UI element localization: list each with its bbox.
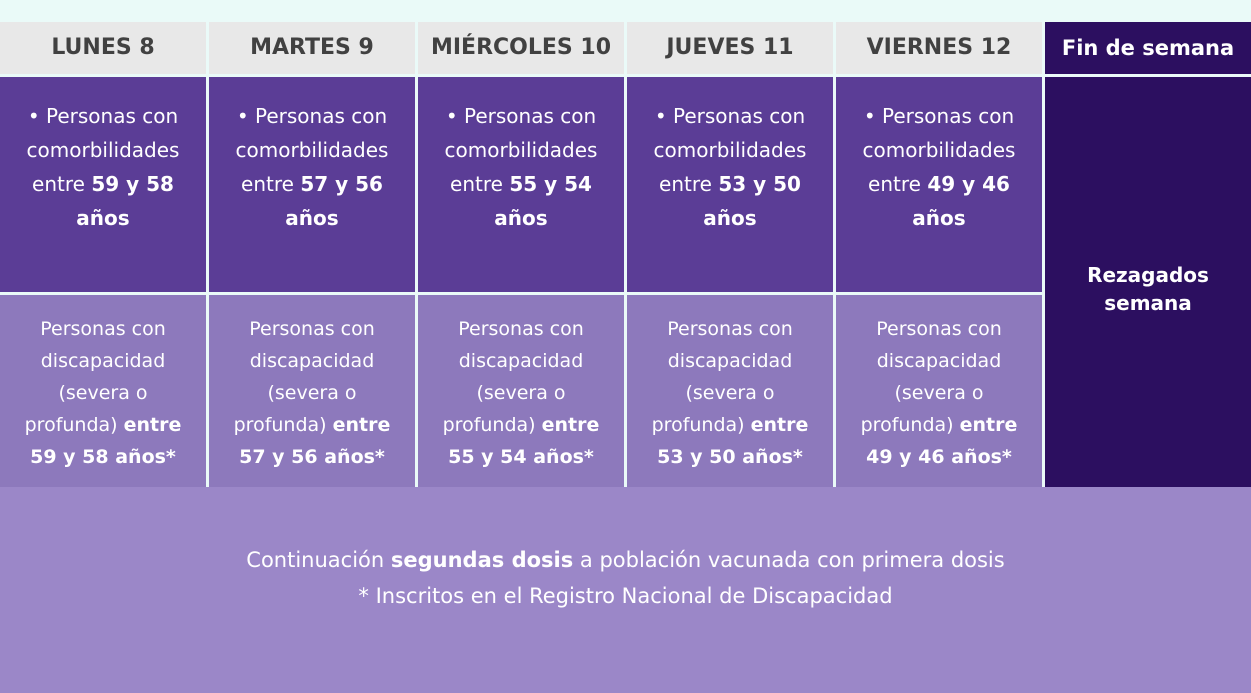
- schedule-table: [0, 22, 1251, 501]
- cell-ages: 53 y 50 años: [703, 172, 801, 230]
- column-header-lunes: [0, 22, 209, 74]
- footer-inner: [0, 487, 1251, 614]
- cell-ages: entre 57 y 56 años*: [239, 414, 391, 468]
- cell-ages: 57 y 56 años: [285, 172, 383, 230]
- cell-discapacidad-miercoles: [418, 292, 627, 501]
- cell-ages: entre 59 y 58 años*: [30, 414, 182, 468]
- cell-text: • Personas con comorbilidades entre: [444, 104, 598, 196]
- column-header-label: LUNES 8: [51, 35, 155, 60]
- footer-notes: [0, 487, 1251, 693]
- cell-ages: entre 55 y 54 años*: [448, 414, 600, 468]
- cell-ages: 55 y 54 años: [494, 172, 592, 230]
- cell-comorbilidades-jueves: [627, 74, 836, 292]
- column-header-label: VIERNES 12: [866, 35, 1012, 60]
- cell-text: • Personas con comorbilidades entre: [862, 104, 1016, 196]
- cell-text: Rezagados semana: [1087, 263, 1209, 315]
- footer-line-1-part1: Continuación: [246, 548, 391, 572]
- cell-text: Personas con discapacidad (severa o profunda): [442, 318, 584, 436]
- column-header-fin-de-semana: [1045, 22, 1251, 74]
- schedule-grid: [0, 22, 1251, 501]
- cell-ages: entre 49 y 46 años*: [866, 414, 1018, 468]
- cell-discapacidad-lunes: [0, 292, 209, 501]
- column-header-label: MARTES 9: [250, 35, 374, 60]
- cell-comorbilidades-lunes: [0, 74, 209, 292]
- column-header-miercoles: [418, 22, 627, 74]
- cell-text: Personas con discapacidad (severa o profunda): [24, 318, 166, 436]
- column-header-viernes: [836, 22, 1045, 74]
- column-header-label: MIÉRCOLES 10: [430, 35, 612, 60]
- cell-text: Personas con discapacidad (severa o profunda): [651, 318, 793, 436]
- column-header-martes: [209, 22, 418, 74]
- cell-comorbilidades-miercoles: [418, 74, 627, 292]
- footer-line-1-bold: segundas dosis: [390, 548, 574, 572]
- cell-discapacidad-viernes: [836, 292, 1045, 501]
- column-header-jueves: [627, 22, 836, 74]
- cell-ages: entre 53 y 50 años*: [657, 414, 809, 468]
- cell-text: • Personas con comorbilidades entre: [26, 104, 180, 196]
- cell-text: • Personas con comorbilidades entre: [235, 104, 389, 196]
- footer-line-1: [0, 542, 1251, 578]
- cell-ages: 59 y 58 años: [76, 172, 174, 230]
- footer-line-1-part2: a población vacunada con primera dosis: [573, 548, 1005, 572]
- column-header-label: Fin de semana: [1061, 36, 1235, 60]
- cell-text: Personas con discapacidad (severa o profunda): [233, 318, 375, 436]
- footer-line-2: * Inscritos en el Registro Nacional de Discapacidad: [358, 584, 893, 608]
- cell-discapacidad-martes: [209, 292, 418, 501]
- cell-text: • Personas con comorbilidades entre: [653, 104, 807, 196]
- cell-ages: 49 y 46 años: [912, 172, 1010, 230]
- cell-comorbilidades-viernes: [836, 74, 1045, 292]
- column-header-label: JUEVES 11: [666, 35, 794, 60]
- cell-rezagados-semana: [1045, 74, 1251, 501]
- cell-discapacidad-jueves: [627, 292, 836, 501]
- cell-text: Personas con discapacidad (severa o profunda): [860, 318, 1002, 436]
- cell-comorbilidades-martes: [209, 74, 418, 292]
